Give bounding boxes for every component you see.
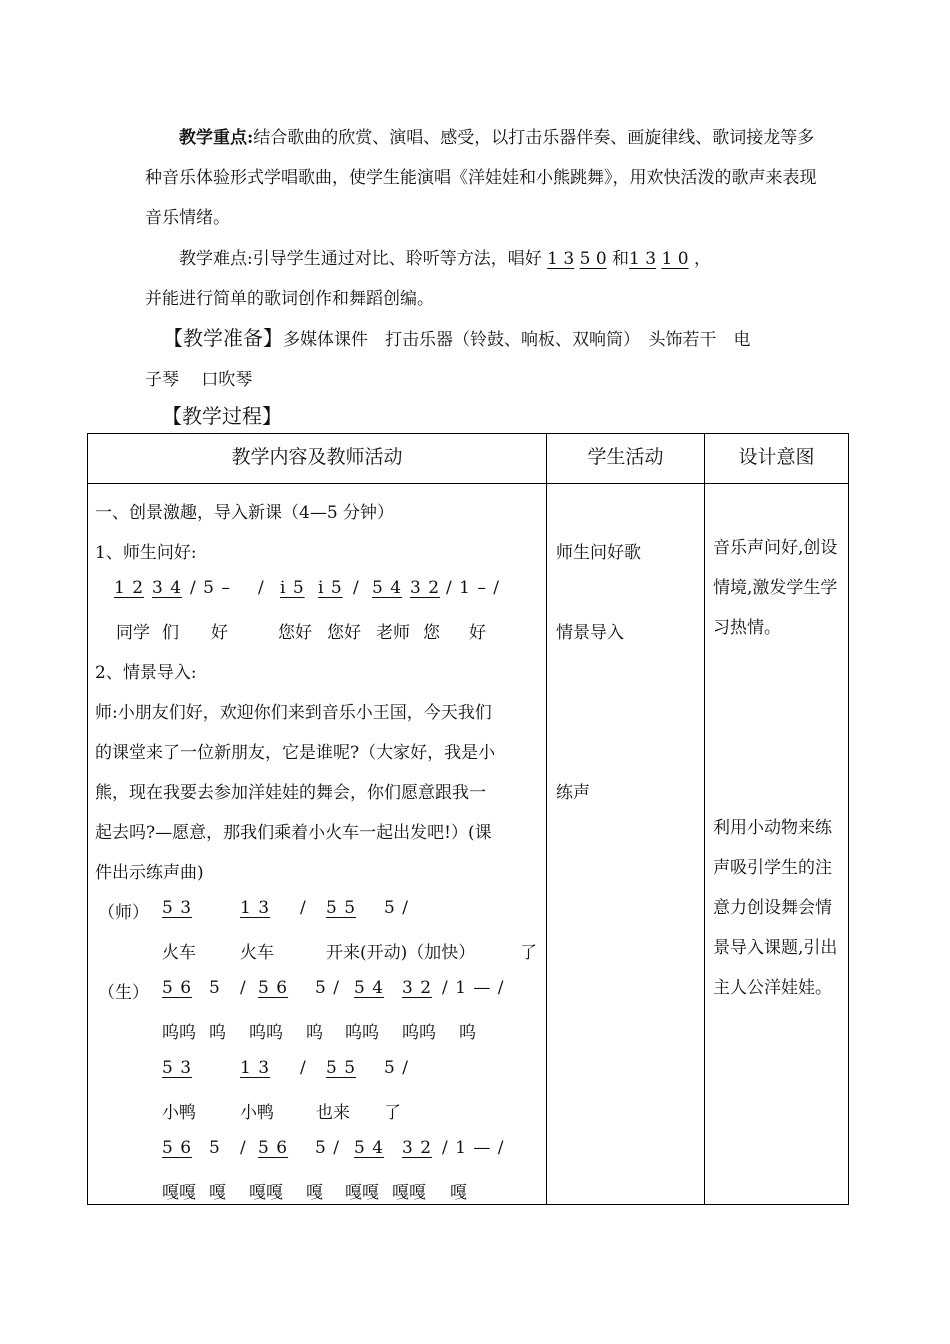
- lyric: 小鸭: [240, 1103, 274, 1123]
- note: 3 4: [152, 578, 183, 598]
- header-student-activity: 学生活动: [587, 446, 664, 468]
- prep-line2: 子琴 口吹琴: [145, 370, 253, 390]
- note: 5 6: [258, 978, 289, 998]
- note: 5 6: [162, 1138, 193, 1158]
- story-line: 熊，现在我要去参加洋娃娃的舞会，你们愿意跟我一: [95, 783, 486, 803]
- lyric: 也来: [316, 1103, 350, 1123]
- note: 5 /: [384, 1058, 409, 1078]
- focus-text: 结合歌曲的欣赏、演唱、感受，以打击乐器伴奏、画旋律线、歌词接龙等多种音乐体验形式学唱歌曲，使学生能演唱《洋娃娃和小熊跳舞》，用欢快活泼的歌声来表现音乐情绪。: [145, 128, 817, 228]
- difficulty-paragraph: [145, 239, 825, 319]
- notation-b1: 1 3: [629, 249, 657, 269]
- lyric: 火车: [162, 943, 196, 963]
- note: / 5 –: [190, 578, 231, 598]
- lyric: 好: [469, 623, 486, 643]
- note: 5 /: [315, 978, 340, 998]
- note: / 1 — /: [442, 1138, 505, 1158]
- note: 5 3: [162, 898, 193, 918]
- prep-text: 多媒体课件 打击乐器（铃鼓、响板、双响筒） 头饰若干 电: [283, 330, 751, 350]
- process-label: 【教学过程】: [162, 404, 282, 428]
- lyric: 老师: [376, 623, 410, 643]
- note: 5 6: [162, 978, 193, 998]
- note: 1 2: [114, 578, 145, 598]
- notation-b2: 1 0: [661, 249, 689, 269]
- note: 3 2: [402, 978, 433, 998]
- lyric: 嘎: [306, 1183, 323, 1203]
- note: /: [300, 898, 307, 918]
- notation-a1: 1 3: [547, 249, 575, 269]
- note: 5: [209, 1138, 221, 1158]
- focus-paragraph: [145, 118, 825, 238]
- lyric: 呜: [209, 1023, 226, 1043]
- note: /: [258, 578, 265, 598]
- header-design-intent: 设计意图: [738, 446, 815, 468]
- lyric: 嘎: [209, 1183, 226, 1203]
- lyric: 嘎嘎: [249, 1183, 283, 1203]
- lyric: 开来(开动)（加快）: [326, 943, 476, 963]
- difficulty-text: 引导学生通过对比、聆听等方法，唱好: [252, 249, 542, 269]
- note: 5 4: [372, 578, 403, 598]
- note: 5 /: [384, 898, 409, 918]
- note: 1 3: [240, 898, 271, 918]
- student-label: （生）: [98, 983, 149, 1003]
- note: 5 4: [354, 1138, 385, 1158]
- section-title: 一、创景激趣，导入新课（4—5 分钟）: [95, 503, 395, 523]
- design-intent-note-1: 音乐声问好,创设情境,激发学生学习热情。: [713, 538, 838, 638]
- story-line: 师:小朋友们好，欢迎你们来到音乐小王国，今天我们: [95, 703, 492, 723]
- note: i 5: [280, 578, 305, 598]
- note: 5: [209, 978, 221, 998]
- student-activity-scene: 情景导入: [556, 623, 624, 643]
- lyric: 了: [384, 1103, 401, 1123]
- lyric: 您好: [327, 623, 361, 643]
- lyric: 呜呜: [249, 1023, 283, 1043]
- lyric: 嘎嘎: [392, 1183, 426, 1203]
- note: 5 5: [326, 898, 357, 918]
- note: 5 3: [162, 1058, 193, 1078]
- difficulty-label: 教学难点:: [179, 249, 253, 269]
- note: 5 5: [326, 1058, 357, 1078]
- lyric: 呜: [306, 1023, 323, 1043]
- note: 1 3: [240, 1058, 271, 1078]
- lyric: 呜呜: [162, 1023, 196, 1043]
- lyric: 呜呜: [345, 1023, 379, 1043]
- note: 5 4: [354, 978, 385, 998]
- lyric: 嘎: [450, 1183, 467, 1203]
- focus-label: 教学重点:: [179, 128, 254, 148]
- and-word: 和: [612, 249, 630, 269]
- lyric: 火车: [240, 943, 274, 963]
- note: / 1 – /: [446, 578, 500, 598]
- lyric: 嘎嘎: [162, 1183, 196, 1203]
- lyric: 好: [211, 623, 228, 643]
- teacher-label: （师）: [98, 903, 149, 923]
- lyric: 您: [423, 623, 440, 643]
- difficulty-end: ，: [693, 249, 711, 269]
- prep-label: 【教学准备】: [163, 326, 283, 350]
- scene-label: 2、情景导入:: [95, 663, 197, 683]
- lyric: 嘎嘎: [345, 1183, 379, 1203]
- note: 3 2: [402, 1138, 433, 1158]
- note: i 5: [318, 578, 343, 598]
- notation-a2: 5 0: [579, 249, 607, 269]
- lyric: 呜: [459, 1023, 476, 1043]
- lyric: 小鸭: [162, 1103, 196, 1123]
- lyric: 呜呜: [402, 1023, 436, 1043]
- story-line: 起去吗?—愿意，那我们乘着小火车一起出发吧!）(课: [95, 823, 492, 843]
- lyric: 同学: [116, 623, 150, 643]
- note: 3 2: [410, 578, 441, 598]
- note: 5 /: [315, 1138, 340, 1158]
- note: /: [240, 978, 247, 998]
- lyric: 们: [162, 623, 179, 643]
- story-line: 件出示练声曲): [95, 863, 204, 883]
- note: /: [240, 1138, 247, 1158]
- note: 5 6: [258, 1138, 289, 1158]
- note: /: [353, 578, 360, 598]
- student-activity-warmup: 练声: [556, 783, 590, 803]
- lyric: 您好: [278, 623, 312, 643]
- design-intent-note-2: 利用小动物来练声吸引学生的注意力创设舞会情景导入课题,引出主人公洋娃娃。: [713, 818, 838, 998]
- student-activity-greeting: 师生问好歌: [556, 543, 641, 563]
- header-teacher-activity: 教学内容及教师活动: [231, 446, 403, 468]
- prep-paragraph: [145, 318, 825, 400]
- lyric: 了: [520, 943, 537, 963]
- note: / 1 — /: [442, 978, 505, 998]
- difficulty-line2: 并能进行简单的歌词创作和舞蹈创编。: [145, 289, 434, 309]
- greet-label: 1、师生问好:: [95, 543, 197, 563]
- note: /: [300, 1058, 307, 1078]
- story-line: 的课堂来了一位新朋友，它是谁呢?（大家好，我是小: [95, 743, 496, 763]
